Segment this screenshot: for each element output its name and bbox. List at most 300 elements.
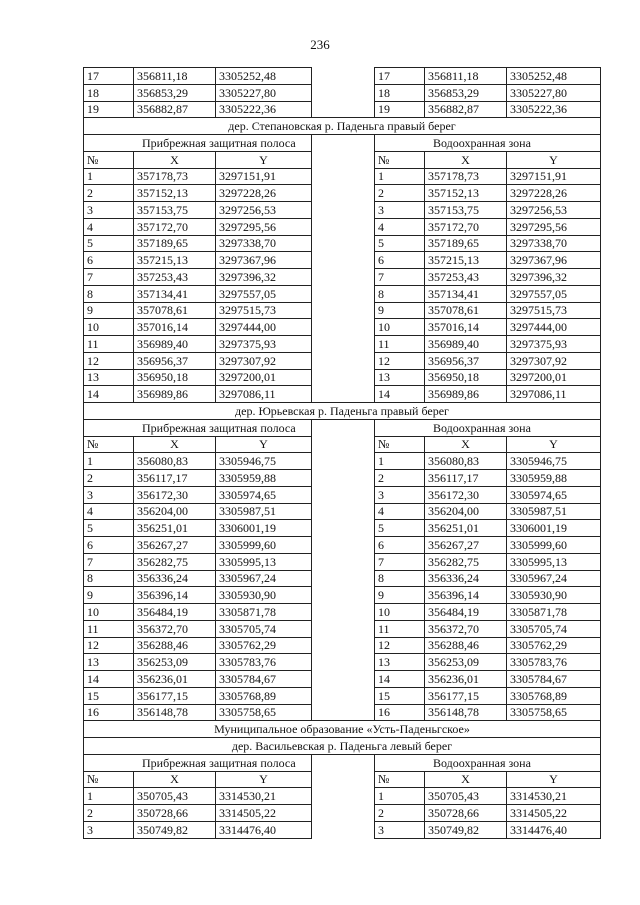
y-coordinate-cell: 3297375,93: [507, 336, 601, 353]
y-coordinate-cell: 3305967,24: [507, 570, 601, 587]
coordinates-table-body: [84, 68, 601, 839]
x-coordinate-cell: 356853,29: [134, 84, 216, 101]
x-coordinate-cell: 356172,30: [425, 486, 507, 503]
x-coordinate-cell: 356336,24: [425, 570, 507, 587]
point-number-cell: 6: [375, 537, 425, 554]
point-number-cell: 13: [84, 369, 134, 386]
point-number-cell: 11: [84, 620, 134, 637]
table-row: [84, 587, 601, 604]
y-coordinate-cell: 3305762,29: [216, 637, 312, 654]
point-number-cell: 7: [84, 269, 134, 286]
x-coordinate-cell: 356172,30: [134, 486, 216, 503]
y-coordinate-cell: 3297200,01: [507, 369, 601, 386]
point-number-cell: 13: [84, 654, 134, 671]
x-coordinate-cell: 357253,43: [134, 269, 216, 286]
column-gap: [312, 269, 375, 286]
point-number-cell: 1: [375, 453, 425, 470]
x-coordinate-cell: 356811,18: [134, 68, 216, 85]
column-gap: [312, 352, 375, 369]
table-row: [84, 470, 601, 487]
x-coordinate-cell: 357153,75: [134, 202, 216, 219]
column-gap: [312, 805, 375, 822]
point-number-cell: 17: [84, 68, 134, 85]
x-coordinate-cell: 357153,75: [425, 202, 507, 219]
column-header-row: [84, 771, 601, 788]
section-title: дер. Васильевская р. Паденьга левый берег: [84, 738, 601, 755]
column-header-number: №: [84, 771, 134, 788]
y-coordinate-cell: 3305768,89: [216, 687, 312, 704]
point-number-cell: 1: [84, 168, 134, 185]
point-number-cell: 3: [375, 202, 425, 219]
y-coordinate-cell: 3297228,26: [216, 185, 312, 202]
x-coordinate-cell: 357172,70: [134, 218, 216, 235]
column-header-number: №: [84, 436, 134, 453]
point-number-cell: 2: [375, 185, 425, 202]
table-row: [84, 101, 601, 118]
column-gap: [312, 654, 375, 671]
column-gap: [312, 486, 375, 503]
x-coordinate-cell: 356989,86: [134, 386, 216, 403]
column-header-y: Y: [507, 436, 601, 453]
point-number-cell: 8: [375, 285, 425, 302]
y-coordinate-cell: 3297086,11: [216, 386, 312, 403]
table-row: [84, 537, 601, 554]
x-coordinate-cell: 356882,87: [134, 101, 216, 118]
x-coordinate-cell: 356372,70: [134, 620, 216, 637]
point-number-cell: 3: [375, 821, 425, 838]
y-coordinate-cell: 3305987,51: [507, 503, 601, 520]
table-row: [84, 604, 601, 621]
table-row: [84, 68, 601, 85]
point-number-cell: 10: [84, 319, 134, 336]
column-gap: [312, 788, 375, 805]
y-coordinate-cell: 3305871,78: [216, 604, 312, 621]
column-gap: [312, 553, 375, 570]
x-coordinate-cell: 357189,65: [134, 235, 216, 252]
y-coordinate-cell: 3297307,92: [507, 352, 601, 369]
column-header-y: Y: [216, 436, 312, 453]
point-number-cell: 6: [84, 252, 134, 269]
coordinates-table: [83, 67, 601, 839]
point-number-cell: 19: [375, 101, 425, 118]
y-coordinate-cell: 3305222,36: [216, 101, 312, 118]
point-number-cell: 9: [375, 302, 425, 319]
point-number-cell: 18: [375, 84, 425, 101]
point-number-cell: 2: [375, 805, 425, 822]
y-coordinate-cell: 3314505,22: [507, 805, 601, 822]
point-number-cell: 11: [375, 336, 425, 353]
x-coordinate-cell: 356177,15: [134, 687, 216, 704]
point-number-cell: 5: [375, 520, 425, 537]
y-coordinate-cell: 3305252,48: [216, 68, 312, 85]
column-gap: [312, 436, 375, 453]
x-coordinate-cell: 356148,78: [425, 704, 507, 721]
column-gap: [312, 336, 375, 353]
x-coordinate-cell: 357078,61: [134, 302, 216, 319]
y-coordinate-cell: 3305959,88: [216, 470, 312, 487]
y-coordinate-cell: 3305784,67: [507, 671, 601, 688]
point-number-cell: 3: [84, 821, 134, 838]
column-header-number: №: [84, 151, 134, 168]
y-coordinate-cell: 3305974,65: [507, 486, 601, 503]
y-coordinate-cell: 3305946,75: [507, 453, 601, 470]
y-coordinate-cell: 3305871,78: [507, 604, 601, 621]
point-number-cell: 15: [84, 687, 134, 704]
x-coordinate-cell: 356956,37: [425, 352, 507, 369]
y-coordinate-cell: 3305252,48: [507, 68, 601, 85]
point-number-cell: 13: [375, 369, 425, 386]
x-coordinate-cell: 356080,83: [134, 453, 216, 470]
x-coordinate-cell: 357178,73: [134, 168, 216, 185]
x-coordinate-cell: 356950,18: [425, 369, 507, 386]
column-header-x: X: [425, 771, 507, 788]
x-coordinate-cell: 356882,87: [425, 101, 507, 118]
column-gap: [312, 537, 375, 554]
table-row: [84, 386, 601, 403]
column-gap: [312, 771, 375, 788]
column-gap: [312, 620, 375, 637]
column-gap: [312, 285, 375, 302]
municipality-title-row: [84, 721, 601, 738]
x-coordinate-cell: 350749,82: [425, 821, 507, 838]
water-protection-zone-heading: Водоохранная зона: [375, 419, 601, 436]
table-row: [84, 553, 601, 570]
y-coordinate-cell: 3305946,75: [216, 453, 312, 470]
point-number-cell: 17: [375, 68, 425, 85]
y-coordinate-cell: 3305995,13: [507, 553, 601, 570]
y-coordinate-cell: 3297367,96: [507, 252, 601, 269]
y-coordinate-cell: 3297295,56: [216, 218, 312, 235]
point-number-cell: 3: [84, 202, 134, 219]
point-number-cell: 1: [375, 788, 425, 805]
y-coordinate-cell: 3305705,74: [507, 620, 601, 637]
y-coordinate-cell: 3305999,60: [216, 537, 312, 554]
point-number-cell: 10: [375, 604, 425, 621]
x-coordinate-cell: 357215,13: [425, 252, 507, 269]
column-gap: [312, 369, 375, 386]
municipality-title: Муниципальное образование «Усть-Паденьгское»: [84, 721, 601, 738]
y-coordinate-cell: 3297375,93: [216, 336, 312, 353]
y-coordinate-cell: 3297307,92: [216, 352, 312, 369]
coastal-strip-heading: Прибрежная защитная полоса: [84, 754, 312, 771]
table-row: [84, 704, 601, 721]
x-coordinate-cell: 356282,75: [134, 553, 216, 570]
y-coordinate-cell: 3305784,67: [216, 671, 312, 688]
table-row: [84, 788, 601, 805]
x-coordinate-cell: 356396,14: [134, 587, 216, 604]
table-row: [84, 352, 601, 369]
table-row: [84, 620, 601, 637]
table-row: [84, 336, 601, 353]
x-coordinate-cell: 356148,78: [134, 704, 216, 721]
table-row: [84, 202, 601, 219]
x-coordinate-cell: 357152,13: [425, 185, 507, 202]
column-gap: [312, 218, 375, 235]
y-coordinate-cell: 3305762,29: [507, 637, 601, 654]
column-header-x: X: [134, 436, 216, 453]
table-row: [84, 486, 601, 503]
column-header-x: X: [134, 771, 216, 788]
y-coordinate-cell: 3297444,00: [507, 319, 601, 336]
y-coordinate-cell: 3297151,91: [216, 168, 312, 185]
point-number-cell: 11: [84, 336, 134, 353]
y-coordinate-cell: 3305974,65: [216, 486, 312, 503]
y-coordinate-cell: 3297228,26: [507, 185, 601, 202]
y-coordinate-cell: 3314530,21: [216, 788, 312, 805]
column-gap: [312, 135, 375, 152]
y-coordinate-cell: 3297256,53: [507, 202, 601, 219]
column-header-row: [84, 151, 601, 168]
x-coordinate-cell: 357172,70: [425, 218, 507, 235]
x-coordinate-cell: 356117,17: [134, 470, 216, 487]
column-header-y: Y: [216, 151, 312, 168]
zone-headings-row: [84, 754, 601, 771]
point-number-cell: 1: [84, 453, 134, 470]
column-gap: [312, 671, 375, 688]
column-gap: [312, 687, 375, 704]
x-coordinate-cell: 357253,43: [425, 269, 507, 286]
x-coordinate-cell: 357016,14: [134, 319, 216, 336]
page-number: 236: [310, 37, 330, 52]
point-number-cell: 14: [84, 386, 134, 403]
point-number-cell: 2: [84, 805, 134, 822]
point-number-cell: 2: [84, 185, 134, 202]
x-coordinate-cell: 356288,46: [134, 637, 216, 654]
x-coordinate-cell: 356267,27: [425, 537, 507, 554]
y-coordinate-cell: 3305959,88: [507, 470, 601, 487]
x-coordinate-cell: 350728,66: [134, 805, 216, 822]
water-protection-zone-heading: Водоохранная зона: [375, 754, 601, 771]
column-header-y: Y: [216, 771, 312, 788]
point-number-cell: 9: [375, 587, 425, 604]
point-number-cell: 3: [375, 486, 425, 503]
table-row: [84, 821, 601, 838]
point-number-cell: 10: [375, 319, 425, 336]
x-coordinate-cell: 356253,09: [134, 654, 216, 671]
x-coordinate-cell: 357189,65: [425, 235, 507, 252]
point-number-cell: 14: [84, 671, 134, 688]
coastal-strip-heading: Прибрежная защитная полоса: [84, 419, 312, 436]
point-number-cell: 16: [375, 704, 425, 721]
column-header-number: №: [375, 436, 425, 453]
column-gap: [312, 319, 375, 336]
point-number-cell: 1: [375, 168, 425, 185]
column-header-x: X: [425, 436, 507, 453]
y-coordinate-cell: 3305783,76: [507, 654, 601, 671]
column-gap: [312, 202, 375, 219]
x-coordinate-cell: 356288,46: [425, 637, 507, 654]
table-row: [84, 369, 601, 386]
table-row: [84, 805, 601, 822]
y-coordinate-cell: 3314505,22: [216, 805, 312, 822]
table-row: [84, 520, 601, 537]
point-number-cell: 12: [375, 637, 425, 654]
column-gap: [312, 604, 375, 621]
x-coordinate-cell: 357152,13: [134, 185, 216, 202]
y-coordinate-cell: 3297295,56: [507, 218, 601, 235]
x-coordinate-cell: 356177,15: [425, 687, 507, 704]
table-row: [84, 453, 601, 470]
column-gap: [312, 84, 375, 101]
x-coordinate-cell: 357178,73: [425, 168, 507, 185]
point-number-cell: 10: [84, 604, 134, 621]
y-coordinate-cell: 3305227,80: [216, 84, 312, 101]
y-coordinate-cell: 3297515,73: [507, 302, 601, 319]
point-number-cell: 5: [375, 235, 425, 252]
point-number-cell: 19: [84, 101, 134, 118]
x-coordinate-cell: 356251,01: [134, 520, 216, 537]
point-number-cell: 4: [84, 218, 134, 235]
point-number-cell: 16: [84, 704, 134, 721]
section-title-row: [84, 118, 601, 135]
y-coordinate-cell: 3305758,65: [216, 704, 312, 721]
x-coordinate-cell: 350705,43: [134, 788, 216, 805]
x-coordinate-cell: 357134,41: [134, 285, 216, 302]
point-number-cell: 8: [84, 570, 134, 587]
zone-headings-row: [84, 419, 601, 436]
x-coordinate-cell: 356372,70: [425, 620, 507, 637]
x-coordinate-cell: 356989,40: [425, 336, 507, 353]
column-header-y: Y: [507, 151, 601, 168]
point-number-cell: 8: [375, 570, 425, 587]
y-coordinate-cell: 3305768,89: [507, 687, 601, 704]
table-row: [84, 252, 601, 269]
point-number-cell: 2: [84, 470, 134, 487]
section-title: дер. Юрьевская р. Паденьга правый берег: [84, 403, 601, 420]
x-coordinate-cell: 356236,01: [425, 671, 507, 688]
x-coordinate-cell: 356080,83: [425, 453, 507, 470]
point-number-cell: 4: [84, 503, 134, 520]
y-coordinate-cell: 3305995,13: [216, 553, 312, 570]
y-coordinate-cell: 3314476,40: [507, 821, 601, 838]
x-coordinate-cell: 357078,61: [425, 302, 507, 319]
x-coordinate-cell: 356853,29: [425, 84, 507, 101]
column-gap: [312, 704, 375, 721]
y-coordinate-cell: 3305930,90: [507, 587, 601, 604]
table-row: [84, 570, 601, 587]
column-header-x: X: [425, 151, 507, 168]
point-number-cell: 12: [84, 637, 134, 654]
x-coordinate-cell: 356236,01: [134, 671, 216, 688]
y-coordinate-cell: 3297444,00: [216, 319, 312, 336]
y-coordinate-cell: 3297086,11: [507, 386, 601, 403]
section-title-row: [84, 403, 601, 420]
x-coordinate-cell: 357215,13: [134, 252, 216, 269]
column-gap: [312, 754, 375, 771]
y-coordinate-cell: 3297557,05: [507, 285, 601, 302]
point-number-cell: 11: [375, 620, 425, 637]
table-row: [84, 671, 601, 688]
table-row: [84, 687, 601, 704]
column-gap: [312, 503, 375, 520]
column-gap: [312, 520, 375, 537]
x-coordinate-cell: 356396,14: [425, 587, 507, 604]
x-coordinate-cell: 350705,43: [425, 788, 507, 805]
coastal-strip-heading: Прибрежная защитная полоса: [84, 135, 312, 152]
table-row: [84, 235, 601, 252]
point-number-cell: 18: [84, 84, 134, 101]
column-gap: [312, 587, 375, 604]
point-number-cell: 7: [84, 553, 134, 570]
point-number-cell: 12: [84, 352, 134, 369]
table-row: [84, 654, 601, 671]
x-coordinate-cell: 356956,37: [134, 352, 216, 369]
table-row: [84, 269, 601, 286]
column-gap: [312, 252, 375, 269]
point-number-cell: 9: [84, 302, 134, 319]
point-number-cell: 4: [375, 503, 425, 520]
y-coordinate-cell: 3305227,80: [507, 84, 601, 101]
column-gap: [312, 470, 375, 487]
column-gap: [312, 185, 375, 202]
x-coordinate-cell: 356989,86: [425, 386, 507, 403]
point-number-cell: 14: [375, 671, 425, 688]
table-row: [84, 285, 601, 302]
point-number-cell: 15: [375, 687, 425, 704]
table-row: [84, 503, 601, 520]
y-coordinate-cell: 3314476,40: [216, 821, 312, 838]
x-coordinate-cell: 356204,00: [425, 503, 507, 520]
x-coordinate-cell: 356336,24: [134, 570, 216, 587]
y-coordinate-cell: 3297256,53: [216, 202, 312, 219]
section-title-row: [84, 738, 601, 755]
x-coordinate-cell: 350749,82: [134, 821, 216, 838]
point-number-cell: 7: [375, 553, 425, 570]
y-coordinate-cell: 3297338,70: [507, 235, 601, 252]
y-coordinate-cell: 3305705,74: [216, 620, 312, 637]
y-coordinate-cell: 3297557,05: [216, 285, 312, 302]
x-coordinate-cell: 356950,18: [134, 369, 216, 386]
y-coordinate-cell: 3305930,90: [216, 587, 312, 604]
column-header-number: №: [375, 151, 425, 168]
x-coordinate-cell: 350728,66: [425, 805, 507, 822]
table-row: [84, 218, 601, 235]
column-gap: [312, 168, 375, 185]
y-coordinate-cell: 3297396,32: [507, 269, 601, 286]
point-number-cell: 5: [84, 520, 134, 537]
table-row: [84, 637, 601, 654]
point-number-cell: 14: [375, 386, 425, 403]
y-coordinate-cell: 3297515,73: [216, 302, 312, 319]
x-coordinate-cell: 356484,19: [425, 604, 507, 621]
column-gap: [312, 419, 375, 436]
point-number-cell: 6: [84, 537, 134, 554]
y-coordinate-cell: 3305222,36: [507, 101, 601, 118]
table-row: [84, 84, 601, 101]
x-coordinate-cell: 356484,19: [134, 604, 216, 621]
column-gap: [312, 235, 375, 252]
table-row: [84, 185, 601, 202]
point-number-cell: 13: [375, 654, 425, 671]
table-row: [84, 319, 601, 336]
section-title: дер. Степановская р. Паденьга правый берег: [84, 118, 601, 135]
water-protection-zone-heading: Водоохранная зона: [375, 135, 601, 152]
x-coordinate-cell: 357016,14: [425, 319, 507, 336]
y-coordinate-cell: 3305987,51: [216, 503, 312, 520]
y-coordinate-cell: 3297338,70: [216, 235, 312, 252]
y-coordinate-cell: 3305758,65: [507, 704, 601, 721]
x-coordinate-cell: 357134,41: [425, 285, 507, 302]
zone-headings-row: [84, 135, 601, 152]
y-coordinate-cell: 3305967,24: [216, 570, 312, 587]
column-gap: [312, 453, 375, 470]
y-coordinate-cell: 3306001,19: [507, 520, 601, 537]
point-number-cell: 5: [84, 235, 134, 252]
point-number-cell: 6: [375, 252, 425, 269]
x-coordinate-cell: 356811,18: [425, 68, 507, 85]
y-coordinate-cell: 3297200,01: [216, 369, 312, 386]
column-gap: [312, 101, 375, 118]
